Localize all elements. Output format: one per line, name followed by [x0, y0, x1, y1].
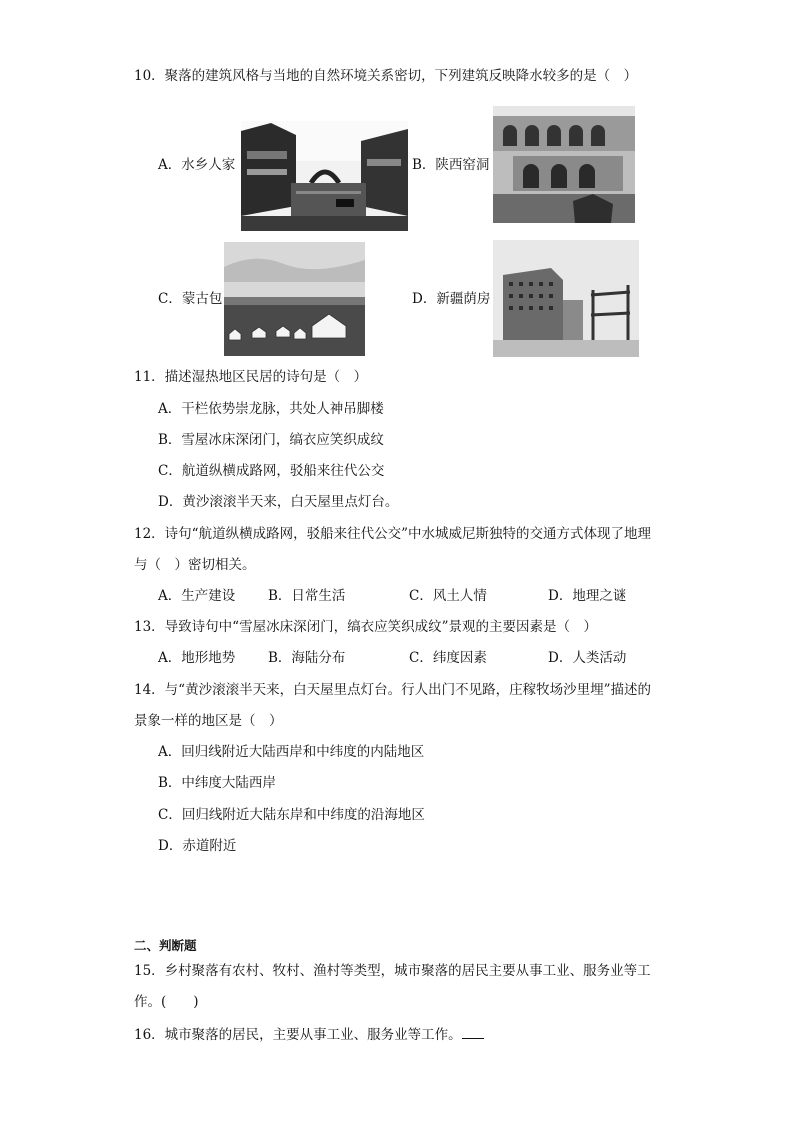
- q13-option-a: A．地形地势: [158, 650, 236, 666]
- q13-option-b: B．海陆分布: [268, 650, 346, 666]
- q13-option-d: D．人类活动: [548, 650, 627, 666]
- q14-option-b: B．中纬度大陆西岸: [158, 775, 276, 791]
- section-title-judgment: 二、判断题: [134, 938, 197, 953]
- q10-option-d: D．新疆荫房: [412, 291, 491, 307]
- q12-option-a: A．生产建设: [158, 588, 236, 604]
- q10-option-a: A．水乡人家: [158, 157, 236, 173]
- q14-stem-line1: 14．与“黄沙滚滚半天来，白天屋里点灯台。行人出门不见路，庄稼牧场沙里埋”描述的: [134, 682, 651, 698]
- q10-stem: 10．聚落的建筑风格与当地的自然环境关系密切，下列建筑反映降水较多的是（ ）: [134, 68, 638, 84]
- q13-stem: 13．导致诗句中“雪屋冰床深闭门，缟衣应笑织成纹”景观的主要因素是（ ）: [134, 619, 597, 635]
- q11-option-c: C．航道纵横成路网，驳船来往代公交: [158, 463, 385, 479]
- q10-image-water-town: [241, 121, 408, 231]
- q16-stem: [134, 1024, 484, 1045]
- q10-option-b: B．陕西窑洞: [412, 157, 490, 173]
- q14-option-c: C．回归线附近大陆东岸和中纬度的沿海地区: [158, 807, 425, 823]
- q10-image-yurt: [224, 242, 365, 356]
- q14-stem-line2: 景象一样的地区是（ ）: [134, 713, 283, 729]
- q13-option-c: C．纬度因素: [409, 650, 487, 666]
- q12-stem-line2: 与（ ）密切相关。: [134, 557, 256, 573]
- q12-option-c: C．风土人情: [409, 588, 487, 604]
- q15-stem-line2: 作。( ): [134, 994, 199, 1010]
- q11-option-d: D．黄沙滚滚半天来，白天屋里点灯台。: [158, 494, 399, 510]
- q11-option-b: B．雪屋冰床深闭门，缟衣应笑织成纹: [158, 432, 384, 448]
- q11-option-a: A．干栏依势崇龙脉，共处人神吊脚楼: [158, 401, 384, 417]
- q14-option-d: D．赤道附近: [158, 838, 237, 854]
- q10-image-cave-dwelling: [493, 106, 635, 223]
- q10-option-c: C．蒙古包: [158, 291, 223, 307]
- q12-option-b: B．日常生活: [268, 588, 346, 604]
- q16-answer-blank[interactable]: [462, 1024, 484, 1039]
- q10-image-drying-house: [493, 240, 639, 357]
- q12-stem-line1: 12．诗句“航道纵横成路网，驳船来往代公交”中水城威尼斯独特的交通方式体现了地理: [134, 526, 651, 542]
- q11-stem: 11．描述湿热地区民居的诗句是（ ）: [134, 369, 368, 385]
- q16-stem-text: 16．城市聚落的居民，主要从事工业、服务业等工作。: [134, 1027, 462, 1043]
- q15-stem-line1: 15．乡村聚落有农村、牧村、渔村等类型，城市聚落的居民主要从事工业、服务业等工: [134, 963, 651, 979]
- q12-option-d: D．地理之谜: [548, 588, 627, 604]
- q14-option-a: A．回归线附近大陆西岸和中纬度的内陆地区: [158, 744, 425, 760]
